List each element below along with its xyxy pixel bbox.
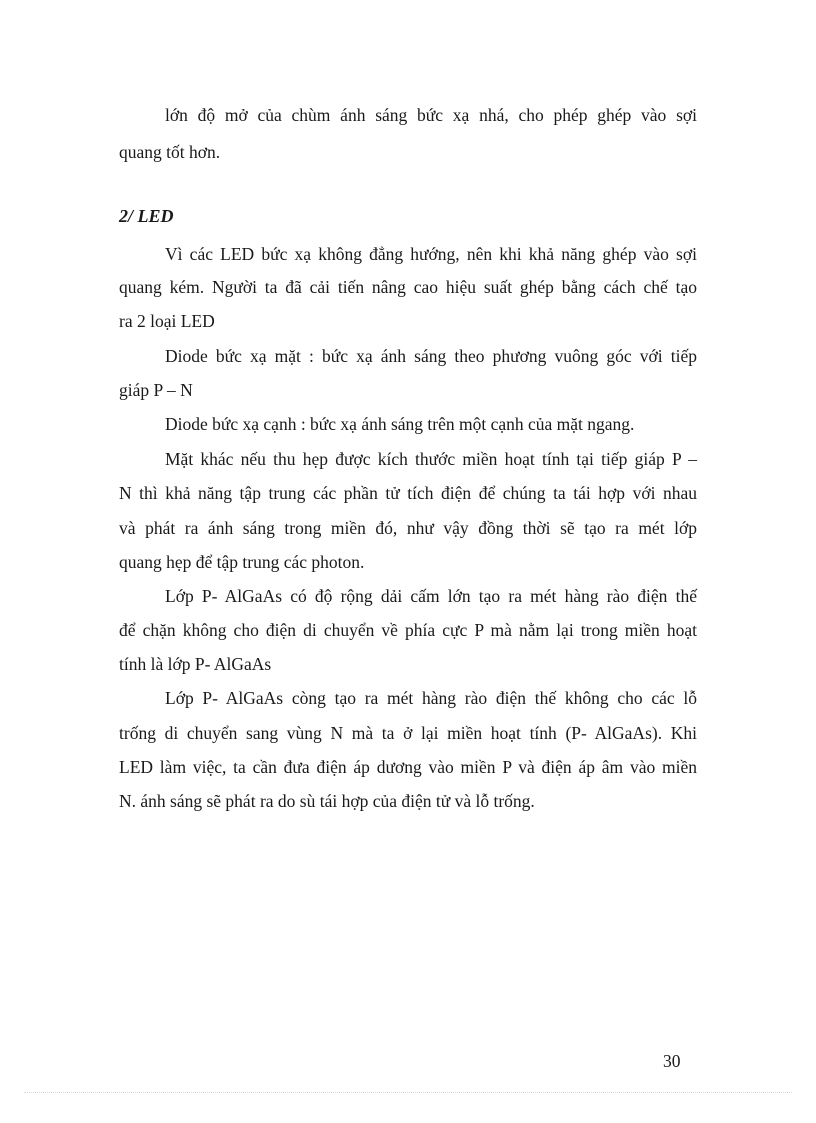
section-heading: 2/ LED [119,206,174,226]
text-line: N. ánh sáng sẽ phát ra do sù tái hợp của điện tử và lỗ trống. [119,791,535,811]
text-line: và phát ra ánh sáng trong miền đó, như vậy đồng thời sẽ tạo ra mét lớp [119,518,697,538]
text-line: LED làm việc, ta cần đưa điện áp dương vào miền P và điện áp âm vào miền [119,757,697,777]
text-line: Diode bức xạ cạnh : bức xạ ánh sáng trên một cạnh của mặt ngang. [165,414,635,434]
text-line: để chặn không cho điện di chuyển về phía cực P mà nằm lại trong miền hoạt [119,620,697,640]
footer-divider [24,1092,792,1093]
text-line: Vì các LED bức xạ không đẳng hướng, nên khi khả năng ghép vào sợi [165,244,697,264]
page-number: 30 [663,1051,681,1071]
text-line: quang kém. Người ta đã cải tiến nâng cao hiệu suất ghép bằng cách chế tạo [119,277,697,297]
text-line: N thì khả năng tập trung các phần tử tích điện để chúng ta tái hợp với nhau [119,483,697,503]
text-line: ra 2 loại LED [119,311,215,331]
text-line: giáp P – N [119,380,193,400]
text-line: tính là lớp P- AlGaAs [119,654,272,674]
text-line: trống di chuyển sang vùng N mà ta ở lại miền hoạt tính (P- AlGaAs). Khi [119,723,697,743]
text-line: Lớp P- AlGaAs còng tạo ra mét hàng rào điện thế không cho các lỗ [165,688,697,708]
text-line: Diode bức xạ mặt : bức xạ ánh sáng theo phương vuông góc với tiếp [165,346,697,366]
text-line: quang hẹp để tập trung các photon. [119,552,365,572]
text-line: quang tốt hơn. [119,142,221,162]
text-line: Lớp P- AlGaAs có độ rộng dải cấm lớn tạo ra mét hàng rào điện thế [165,586,697,606]
text-line: Mặt khác nếu thu hẹp được kích thước miền hoạt tính tại tiếp giáp P – [165,449,697,469]
text-line: lớn độ mở của chùm ánh sáng bức xạ nhá, cho phép ghép vào sợi [165,105,697,125]
